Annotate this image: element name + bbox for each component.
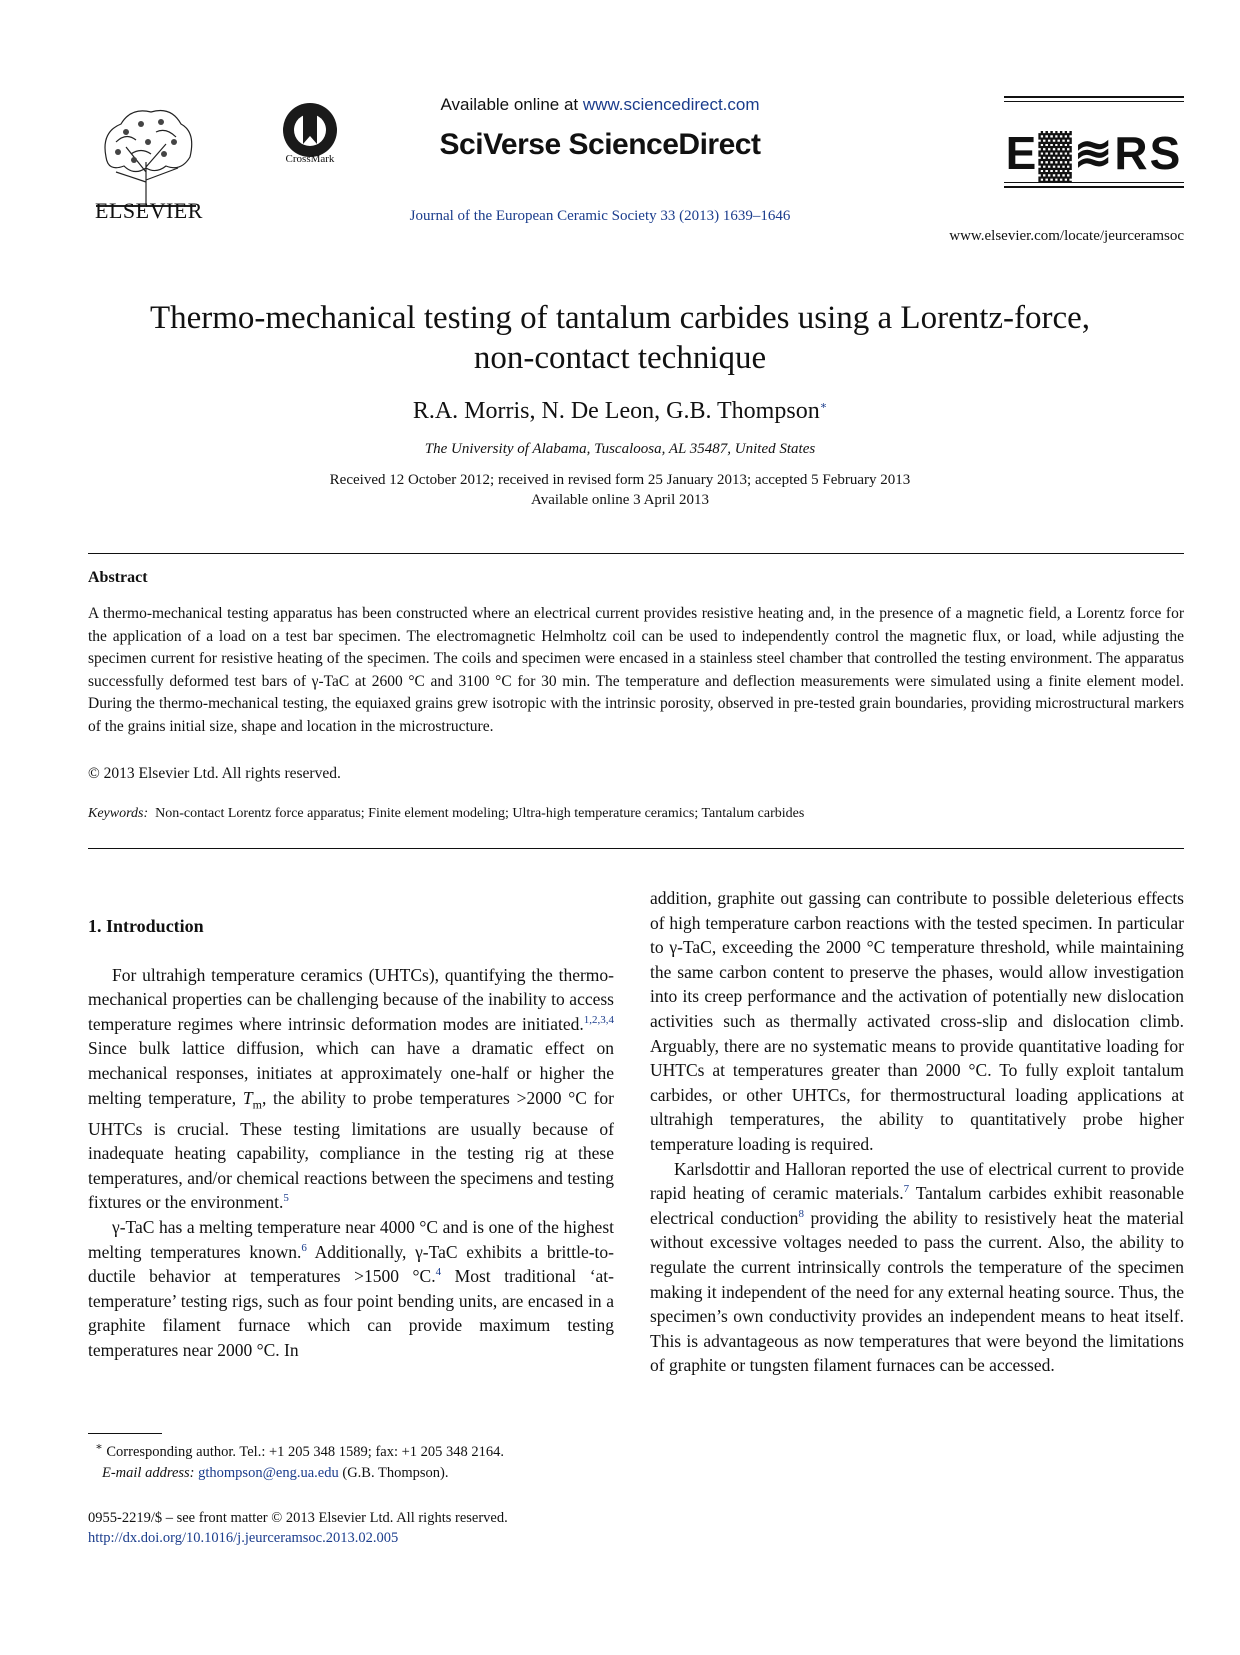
email-link[interactable]: gthompson@eng.ua.edu [198,1465,339,1481]
text-run: providing the ability to resistively heat the material without excessive voltages needed to pass the current. Also, the ability to regulate the current intrinsically controls the temperature of the specimen making it independent of the need for any external heating source. Thus, the specimen’s own conductivity provides an independent means to heat itself. This is advantageous as now temperatures that were beyond the limitations of graphite or tungsten filament furnaces can be accessed. [650,1207,1184,1376]
symbol: T [242,1087,253,1108]
abstract-copyright: © 2013 Elsevier Ltd. All rights reserved. [88,765,341,782]
available-prefix: Available online at [440,95,583,114]
divider [1004,101,1184,102]
platform-name: SciVerse ScienceDirect [439,128,761,161]
citation-link[interactable]: 7 [903,1183,910,1196]
keywords-label: Keywords: [88,806,149,821]
journal-reference[interactable]: Journal of the European Ceramic Society 33 (2013) 1639–1646 [409,208,791,224]
corresponding-author-mark[interactable]: ∗ [819,400,828,412]
authors [200,398,1040,425]
divider [88,848,1184,849]
received-dates: Received 12 October 2012; received in revised form 25 January 2013; accepted 5 February 2013 [329,472,911,488]
email-label: E-mail address: [102,1465,195,1481]
doi-link[interactable]: http://dx.doi.org/10.1016/j.jeurceramsoc.2013.02.005 [88,1530,399,1546]
footnote-mark: ∗ [95,1441,103,1454]
citation-link[interactable]: 1,2,3,4 [583,1013,614,1026]
divider [1004,96,1184,98]
citation-link[interactable]: 8 [798,1207,804,1220]
keywords-list: Non-contact Lorentz force apparatus; Finite element modeling; Ultra-high temperature ceramics; Tantalum carbides [155,806,805,821]
divider [88,553,1184,554]
text-run: Karlsdottir and Halloran reported the use of electrical current to provide rapid heating of ceramic materials. [650,1158,1184,1204]
footnote-line [88,1442,614,1463]
abstract-text: A thermo-mechanical testing apparatus has been constructed where an electrical current provides resistive heating and, in the presence of a magnetic field, a Lorentz force for the application of a load on a test bar specimen. The electromagnetic Helmholtz coil can be used to independently control the magnetic flux, or load, while adjusting the specimen current for resistive heating of the specimen. The coils and specimen were encased in a stainless steel chamber that controlled the testing environment. The apparatus successfully deformed test bars of γ-TaC at 2600 °C and 3100 °C for 30 min. The temperature and deflection measurements were simulated using a finite element model. During the thermo-mechanical testing, the equiaxed grains grew isotropic with the intrinsic porosity, observed in pre-tested grain boundaries, providing microstructural markers of the grains initial size, shape and location in the microstructure. [88,605,1184,735]
section-heading: 1. Introduction [88,916,204,936]
abstract-heading: Abstract [88,569,148,586]
symbol-subscript: m [252,1097,262,1112]
available-online-date: Available online 3 April 2013 [530,492,710,508]
text-run: Tantalum carbides exhibit reasonable electrical conduction [650,1183,1184,1228]
divider [1004,186,1184,188]
corresponding-author-footnote [88,1442,614,1484]
paragraph [88,1215,614,1363]
available-online [380,95,820,115]
citation-link[interactable]: 5 [283,1192,289,1205]
journal-url[interactable]: www.elsevier.com/locate/jeurceramsoc [949,228,1184,244]
title-line-2: non-contact technique [473,340,767,376]
crossmark-label: CrossMark [285,153,335,165]
front-matter [88,1508,614,1548]
title-line-1: Thermo-mechanical testing of tantalum carbides using a Lorentz-force, [149,300,1091,336]
ecers-logo: E▓≋RS [1005,127,1183,179]
paragraph [88,963,614,1215]
citation-link[interactable]: 6 [301,1241,307,1254]
paragraph: addition, graphite out gassing can contribute to possible deleterious effects of high temperature carbon reactions with the tested specimen. In particular to γ-TaC, exceeding the 2000 °C temperature threshold, while maintaining the same carbon content to preserve the phases, would allow investigation into its creep performance and the activation of potentially new dislocation activities such as thermally activated cross-slip and dislocation climb. Arguably, there are no systematic means to provide quantitative loading for UHTCs at temperatures greater than 2000 °C. To fully exploit tantalum carbides, or other UHTCs, for thermostructural loading applications at ultrahigh temperatures, the ability to quantitatively probe higher temperature loading is required. [650,888,1184,1154]
text-run: Most traditional ‘at-temperature’ testing rigs, such as four point bending units, are encased in a graphite filament furnace which can provide maximum testing temperatures near 2000 °C. In [88,1266,614,1360]
article-title [100,298,1140,378]
front-matter-text: 0955-2219/$ – see front matter © 2013 Elsevier Ltd. All rights reserved. [88,1510,508,1526]
text-run: Since bulk lattice diffusion, which can have a dramatic effect on mechanical responses, initiates at approximately one-half or higher the melting temperature, [88,1038,614,1108]
body-left-column [88,914,614,1363]
publisher-name: ELSEVIER [95,198,203,223]
divider [1004,182,1184,183]
text-run: Additionally, γ-TaC exhibits a brittle-to-ductile behavior at temperatures >1500 °C. [88,1241,614,1287]
paragraph [650,1157,1184,1378]
footnote-divider [88,1433,162,1434]
author-list: R.A. Morris, N. De Leon, G.B. Thompson [412,398,820,424]
footnote-text: Corresponding author. Tel.: +1 205 348 1589; fax: +1 205 348 2164. [102,1444,505,1460]
text-run: , the ability to probe temperatures >2000 °C for UHTCs is crucial. These testing limitations are usually because of inadequate heating capability, compliance in the testing rig at these temperatures, and/or chemical reactions between the specimens and testing fixtures or the environment. [88,1087,614,1213]
email-suffix: (G.B. Thompson). [338,1465,449,1481]
text-run: For ultrahigh temperature ceramics (UHTCs), quantifying the thermo-mechanical properties can be challenging because of the inability to access temperature regimes where intrinsic deformation modes are initiated. [88,964,614,1034]
citation-link[interactable]: 4 [435,1266,442,1279]
affiliation: The University of Alabama, Tuscaloosa, AL 35487, United States [424,441,816,457]
sciencedirect-link[interactable]: www.sciencedirect.com [582,95,760,114]
footnote-email-line [88,1463,614,1484]
article-history [200,470,1040,510]
text-run: γ-TaC has a melting temperature near 4000 °C and is one of the highest melting temperatures known. [88,1217,614,1262]
keywords [88,806,1184,822]
body-right-column [650,886,1184,1378]
